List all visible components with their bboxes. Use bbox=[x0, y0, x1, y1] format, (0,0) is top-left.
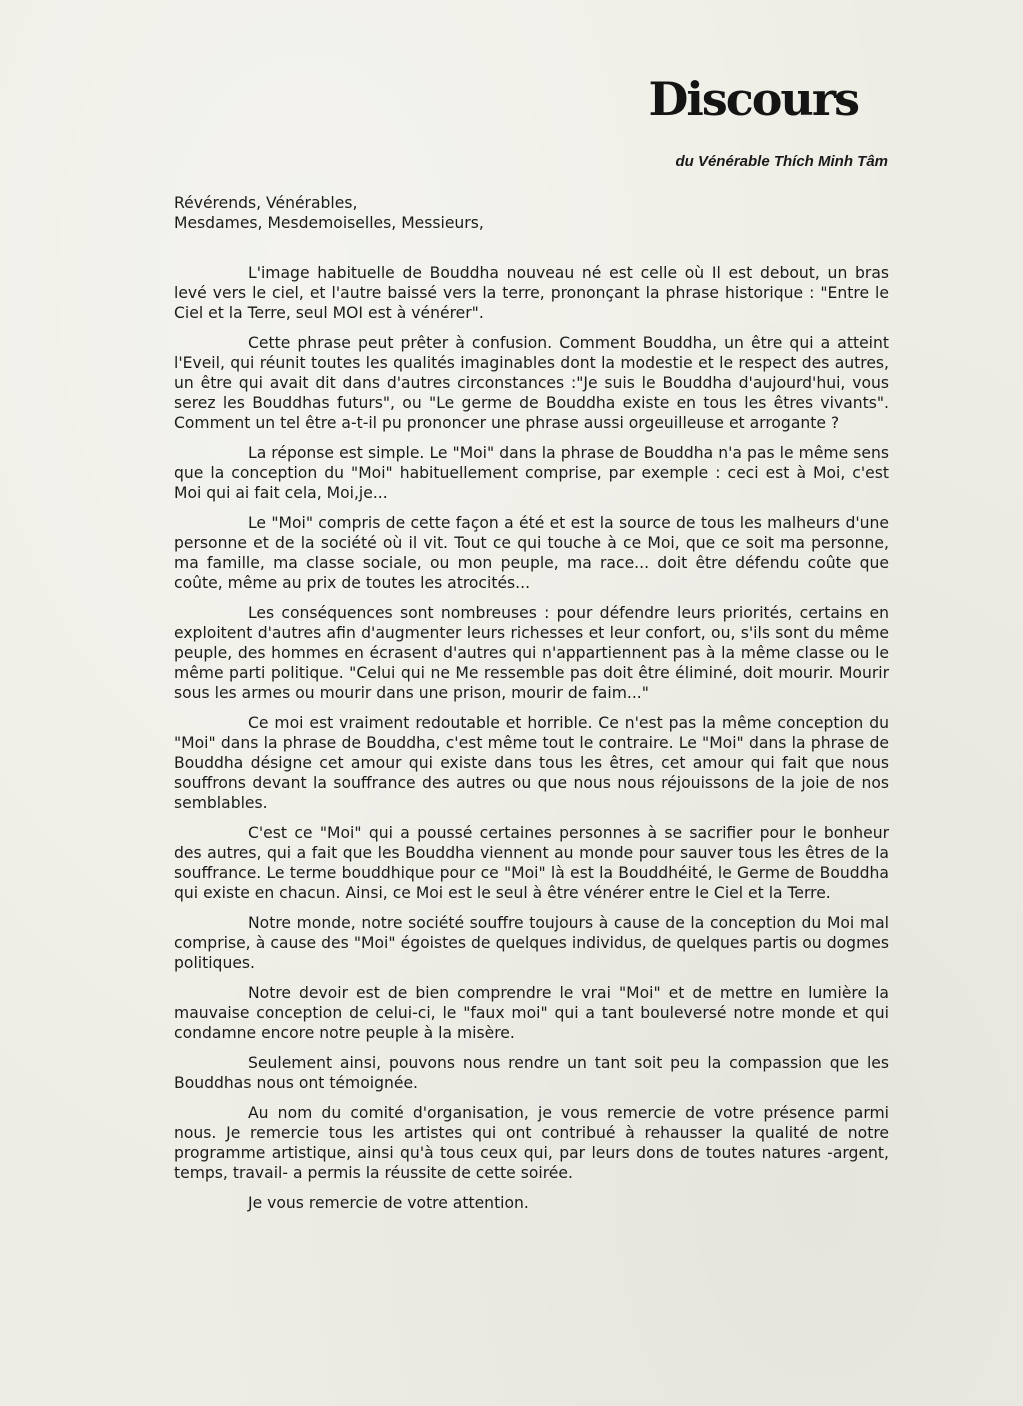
paragraph: L'image habituelle de Bouddha nouveau né est celle où Il est debout, un bras levé vers le ciel, et l'autre baissé vers la terre, prononçant la phrase historique : "Entre le Ciel et la Terre, seul MOI est à vénérer". bbox=[174, 264, 889, 322]
speech-body bbox=[174, 193, 889, 1213]
paragraph: Ce moi est vraiment redoutable et horrible. Ce n'est pas la même conception du "Moi" dans la phrase de Bouddha, c'est même tout le contraire. Le "Moi" dans la phrase de Bouddha désigne cet amour qui existe dans tous les êtres, cet amour qui fait que nous souffrons devant la souffrance des autres ou que nous nous réjouissons de la joie de nos semblables. bbox=[174, 714, 889, 812]
paragraph: Seulement ainsi, pouvons nous rendre un tant soit peu la compassion que les Bouddhas nous ont témoignée. bbox=[174, 1054, 889, 1092]
salutation-line-2: Mesdames, Mesdemoiselles, Messieurs, bbox=[174, 214, 484, 232]
paragraph: C'est ce "Moi" qui a poussé certaines personnes à se sacrifier pour le bonheur des autres, qui a fait que les Bouddha viennent au monde pour sauver tous les êtres de la souffrance. Le terme bouddhique pour ce "Moi" là est la Bouddhéité, le Germe de Bouddha qui existe en chacun. Ainsi, ce Moi est le seul à être vénérer entre le Ciel et la Terre. bbox=[174, 824, 889, 902]
paragraph: Cette phrase peut prêter à confusion. Comment Bouddha, un être qui a atteint l'Eveil, qui réunit toutes les qualités imaginables dont la modestie et le respect des autres, un être qui avait dit dans d'autres circonstances :"Je suis le Bouddha d'aujourd'hui, vous serez les Bouddhas futurs", ou "Le germe de Bouddha existe en tous les êtres vivants". Comment un tel être a-t-il pu prononcer une phrase aussi orgeuilleuse et arrogante ? bbox=[174, 334, 889, 432]
salutation-line-1: Révérends, Vénérables, bbox=[174, 194, 358, 212]
paragraph: Notre monde, notre société souffre toujours à cause de la conception du Moi mal comprise, à cause des "Moi" égoistes de quelques individus, de quelques partis ou dogmes politiques. bbox=[174, 914, 889, 972]
author-byline: du Vénérable Thích Minh Tâm bbox=[675, 153, 888, 170]
closing-line: Je vous remercie de votre attention. bbox=[248, 1194, 529, 1212]
paragraph: Le "Moi" compris de cette façon a été et est la source de tous les malheurs d'une personne et de la société où il vit. Tout ce qui touche à ce Moi, que ce soit ma personne, ma famille, ma classe sociale, ou mon peuple, ma race... doit être défendu coûte que coûte, même au prix de toutes les atrocités... bbox=[174, 514, 889, 592]
page-title: Discours bbox=[648, 72, 858, 126]
paragraph: La réponse est simple. Le "Moi" dans la phrase de Bouddha n'a pas le même sens que la conception du "Moi" habituellement comprise, par exemple : ceci est à Moi, c'est Moi qui ai fait cela, Moi,je... bbox=[174, 444, 889, 502]
paragraph: Au nom du comité d'organisation, je vous remercie de votre présence parmi nous. Je remercie tous les artistes qui ont contribué à rehausser la qualité de notre programme artistique, ainsi qu'à tous ceux qui, par leurs dons de toutes natures -argent, temps, travail- a permis la réussite de cette soirée. bbox=[174, 1104, 889, 1182]
salutation bbox=[174, 193, 889, 233]
paragraph: Notre devoir est de bien comprendre le vrai "Moi" et de mettre en lumière la mauvaise conception de celui-ci, le "faux moi" qui a tant bouleversé notre monde et qui condamne encore notre peuple à la misère. bbox=[174, 984, 889, 1042]
paragraph: Les conséquences sont nombreuses : pour défendre leurs priorités, certains en exploitent d'autres afin d'augmenter leurs richesses et leur confort, ou, s'ils sont du même peuple, des hommes en écrasent d'autres qui n'appartiennent pas à la même classe ou le même parti politique. "Celui qui ne Me ressemble pas doit être éliminé, doit mourir. Mourir sous les armes ou mourir dans une prison, mourir de faim..." bbox=[174, 604, 889, 702]
